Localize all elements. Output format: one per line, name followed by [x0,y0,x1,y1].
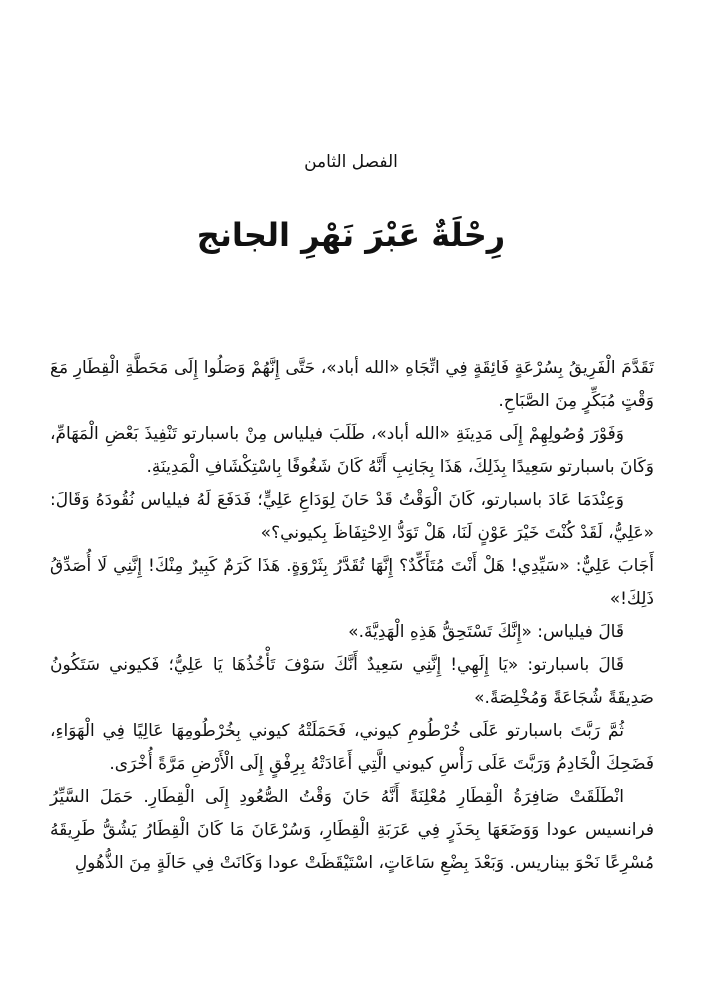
chapter-body [50,352,654,880]
paragraph: وَعِنْدَمَا عَادَ باسبارتو، كَانَ الْوَقْتُ قَدْ حَانَ لِوَدَاعِ عَلِيٍّ؛ فَدَفَعَ لَهُ فيلياس نُقُودَهُ وَقَالَ: «عَلِيُّ، لَقَدْ كُنْتَ خَيْرَ عَوْنٍ لَنَا، هَلْ تَوَدُّ الِاحْتِفَاظَ بِكيوني؟» [50,490,654,543]
chapter-title: رِحْلَةٌ عَبْرَ نَهْرِ الجانج [196,216,506,254]
paragraph: تَقَدَّمَ الْفَرِيقُ بِسُرْعَةٍ فَائِقَةٍ فِي اتِّجَاهِ «الله أباد»، حَتَّى إِنَّهُمْ وَصَلُوا إِلَى مَحَطَّةِ الْقِطَارِ مَعَ وَقْتٍ مُبَكِّرٍ مِنَ الصَّبَاحِ. [50,358,654,411]
paragraph: قَالَ باسبارتو: «يَا إِلَهِي! إِنَّنِي سَعِيدٌ أَنَّكَ سَوْفَ تَأْخُذُهَا يَا عَلِيُّ؛ فَكيوني سَتَكُونُ صَدِيقَةً شُجَاعَةً وَمُخْلِصَةً.» [50,655,654,708]
paragraph: قَالَ فيلياس: «إِنَّكَ تَسْتَحِقُّ هَذِهِ الْهَدِيَّةَ.» [348,622,624,642]
paragraph: وَفَوْرَ وُصُولِهِمْ إِلَى مَدِينَةِ «الله أباد»، طَلَبَ فيلياس مِنْ باسبارتو تَنْفِيذَ بَعْضِ الْمَهَامِّ، وَكَانَ باسبارتو سَعِيدًا بِذَلِكَ، هَذَا بِجَانِبِ أَنَّهُ كَانَ شَغُوفًا بِاسْتِكْشَافِ الْمَدِينَةِ. [50,424,654,477]
paragraph: أَجَابَ عَلِيٌّ: «سَيِّدِي! هَلْ أَنْتَ مُتَأَكِّدٌ؟ إِنَّهَا تُقَدَّرُ بِثَرْوَةٍ. هَذَا كَرَمٌ كَبِيرٌ مِنْكَ! إِنَّنِي لَا أُصَدِّقُ ذَلِكَ!» [50,556,654,609]
paragraph: ثُمَّ رَبَّتَ باسبارتو عَلَى خُرْطُومِ كيوني، فَحَمَلَتْهُ كيوني بِخُرْطُومِهَا عَالِيًا فِي الْهَوَاءِ، فَضَحِكَ الْخَادِمُ وَرَبَّتَ عَلَى رَأْسِ كيوني الَّتِي أَعَادَتْهُ بِرِفْقٍ إِلَى الْأَرْضِ مَرَّةً أُخْرَى. [50,721,654,774]
paragraph: انْطَلَقَتْ صَافِرَةُ الْقِطَارِ مُعْلِنَةً أَنَّهُ حَانَ وَقْتُ الصُّعُودِ إِلَى الْقِطَارِ. حَمَلَ السَّيِّرُ فرانسيس عودا وَوَضَعَهَا بِحَذَرٍ فِي عَرَبَةِ الْقِطَارِ، وَسُرْعَانَ مَا كَانَ الْقِطَارُ يَشُقُّ طَرِيقَهُ مُسْرِعًا نَحْوَ بيناريس. وَبَعْدَ بِضْعِ سَاعَاتٍ، اسْتَيْقَظَتْ عودا وَكَانَتْ فِي حَالَةٍ مِنَ الذُّهُولِ [50,787,654,873]
chapter-label: الفصل الثامن [304,152,398,172]
